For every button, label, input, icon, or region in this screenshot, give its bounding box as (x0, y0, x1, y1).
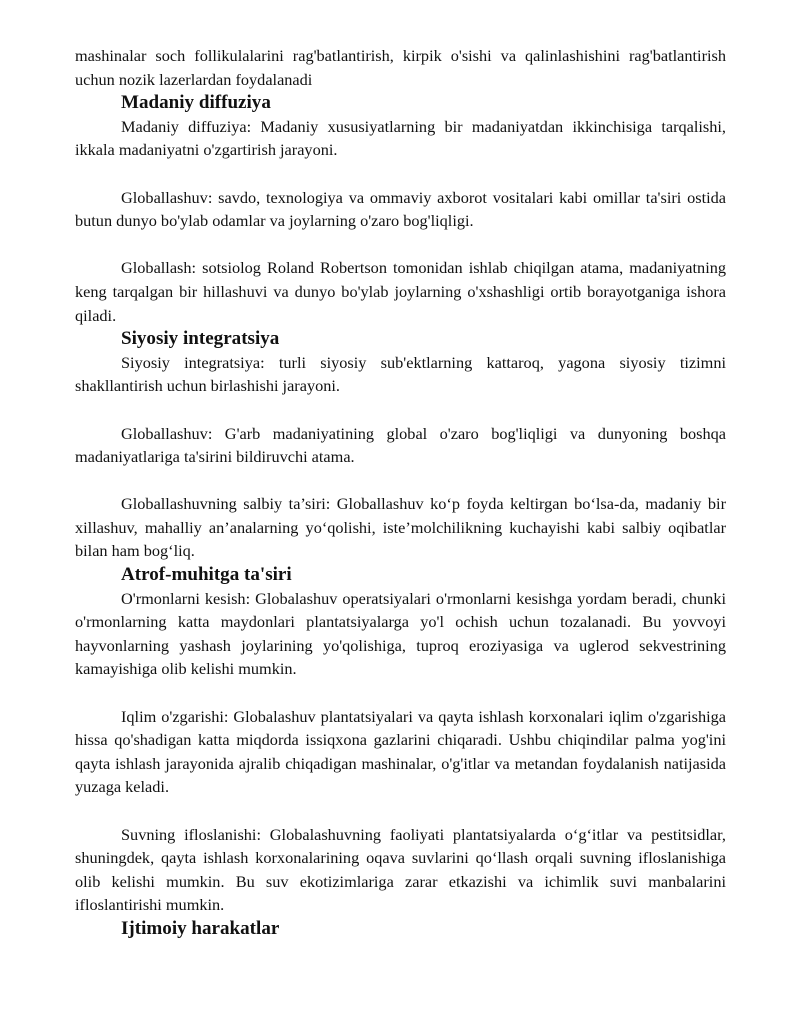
paragraph-iqlim-ozgarishi: Iqlim o'zgarishi: Globalashuv plantatsiyalari va qayta ishlash korxonalari iqlim o'zgarishiga hissa qo'shadigan katta miqdorda issiqxona gazlarini chiqaradi. Ushbu chiqindilar palma yog'ini qayta ishlash jarayonida ajralib chiqadigan mashinalar, o'g'itlar va metandan foydalanish natijasida yuzaga keladi. (75, 706, 726, 797)
paragraph-salbiy-tasiri: Globallashuvning salbiy ta’siri: Globallashuv ko‘p foyda keltirgan bo‘lsa-da, madaniy bir xillashuv, mahalliy an’analarning yo‘qolishi, iste’molchilikning kuchayishi kabi salbiy oqibatlar bilan ham bog‘liq. (75, 494, 726, 561)
paragraph-lazer-continuation: mashinalar soch follikulalarini rag'batlantirish, kirpik o'sishi va qalinlashishini rag'batlantirish uchun nozik lazerlardan foydalanadi (75, 46, 726, 89)
paragraph-madaniy-diffuziya: Madaniy diffuziya: Madaniy xususiyatlarning bir madaniyatdan ikkinchisiga tarqalishi, ikkala madaniyatni o'zgartirish jarayoni. (75, 116, 726, 160)
heading-ijtimoiy-harakatlar: Ijtimoiy harakatlar (121, 917, 280, 939)
paragraph-suv-ifloslanishi: Suvning ifloslanishi: Globalashuvning faoliyati plantatsiyalarda o‘g‘itlar va pestitsidlar, shuningdek, qayta ishlash korxonalarining oqava suvlarini qo‘llash orqali suvning ifloslanishiga olib kelishi mumkin. Bu suv ekotizimlariga zarar etkazishi va ichimlik suvi manbalarini ifloslantirishi mumkin. (75, 824, 726, 915)
heading-siyosiy-integratsiya: Siyosiy integratsiya (121, 328, 280, 350)
paragraph-ormonlarni-kesish: O'rmonlarni kesish: Globalashuv operatsiyalari o'rmonlarni kesishga yordam beradi, chunki o'rmonlarning katta maydonlari plantatsiyalarga yo'l ochish uchun tozalanadi. Bu yovvoyi hayvonlarning yashash joylarining yo'qolishiga, tuproq eroziyasiga va uglerod sekvestrining kamayishiga olib kelishi mumkin. (75, 588, 726, 679)
document-page (75, 44, 726, 941)
paragraph-siyosiy-integratsiya: Siyosiy integratsiya: turli siyosiy sub'ektlarning kattaroq, yagona siyosiy tizimni shakllantirish uchun birlashishi jarayoni. (75, 352, 726, 396)
paragraph-globallashuv-savdo: Globallashuv: savdo, texnologiya va ommaviy axborot vositalari kabi omillar ta'siri ostida butun dunyo bo'ylab odamlar va joylarning o'zaro bog'liqligi. (75, 187, 726, 231)
heading-madaniy-diffuziya: Madaniy diffuziya (121, 92, 271, 114)
paragraph-globallashuv-garb: Globallashuv: G'arb madaniyatining global o'zaro bog'liqligi va dunyoning boshqa madaniyatlariga ta'sirini bildiruvchi atama. (75, 423, 726, 467)
paragraph-globallash-robertson: Globallash: sotsiolog Roland Robertson tomonidan ishlab chiqilgan atama, madaniyatning keng tarqalgan bir hillashuvi va dunyo bo'ylab joylarning o'xshashligi ortib borayotganiga ishora qiladi. (75, 258, 726, 325)
heading-atrof-muhit: Atrof-muhitga ta'siri (121, 564, 292, 586)
